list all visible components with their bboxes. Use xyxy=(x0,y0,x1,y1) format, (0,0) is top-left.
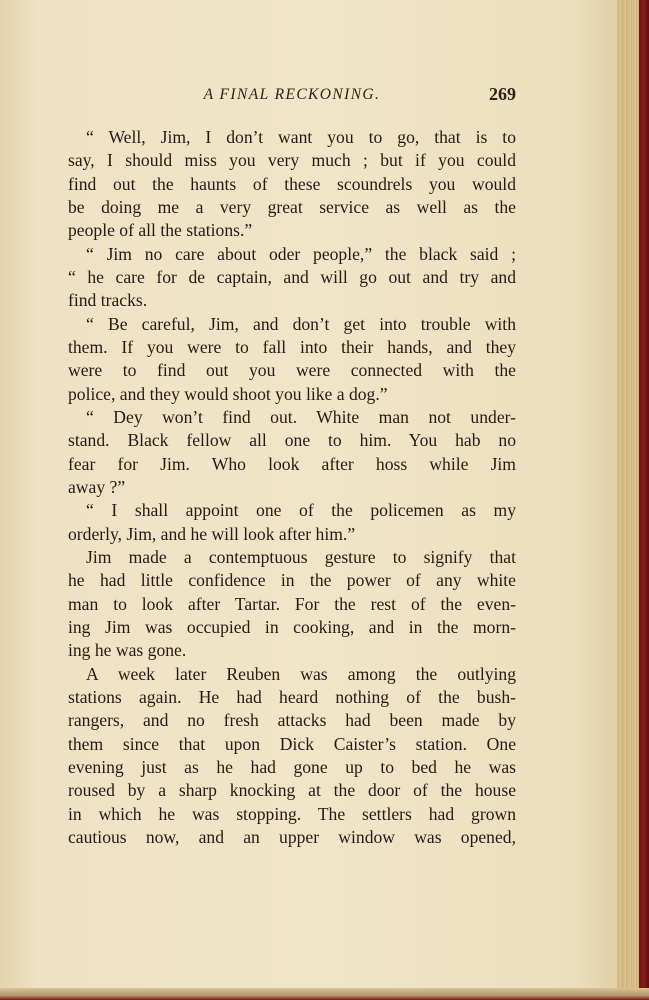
text-line: stations again. He had heard nothing of the bush- xyxy=(68,686,516,707)
text-line: them since that upon Dick Caister’s station. One xyxy=(68,733,516,754)
text-line: “ Jim no care about oder people,” the black said ; xyxy=(86,243,516,264)
text-line: cautious now, and an upper window was opened, xyxy=(68,826,516,847)
text-line: rangers, and no fresh attacks had been made by xyxy=(68,710,516,731)
text-line: Jim made a contemptuous gesture to signify that xyxy=(86,546,516,567)
text-line: “ I shall appoint one of the policemen as my xyxy=(86,500,516,521)
text-line: stand. Black fellow all one to him. You hab no xyxy=(68,430,516,451)
text-line: say, I should miss you very much ; but if you could xyxy=(68,150,516,171)
text-line: ing Jim was occupied in cooking, and in the morn- xyxy=(68,616,516,637)
text-line: “ Be careful, Jim, and don’t get into trouble with xyxy=(86,313,516,334)
running-title: A FINAL RECKONING. xyxy=(203,86,381,103)
text-line: find out the haunts of these scoundrels you would xyxy=(68,173,516,194)
page-bottom-edge xyxy=(0,988,649,1000)
text-line: be doing me a very great service as well as the xyxy=(68,196,516,217)
text-line: evening just as he had gone up to bed he was xyxy=(68,756,516,777)
text-line: “ Well, Jim, I don’t want you to go, that is to xyxy=(86,127,516,147)
text-line: A week later Reuben was among the outlying xyxy=(86,663,516,684)
text-line: “ Dey won’t find out. White man not under- xyxy=(86,406,516,427)
book-cover-edge xyxy=(639,0,649,1000)
text-line: roused by a sharp knocking at the door of the house xyxy=(68,780,516,801)
text-line: find tracks. xyxy=(68,290,148,311)
running-head xyxy=(68,84,516,112)
text-line: were to find out you were connected with the xyxy=(68,360,516,381)
page-number: 269 xyxy=(489,84,516,104)
body-text xyxy=(68,126,516,849)
text-line: away ?” xyxy=(68,476,126,497)
text-line: orderly, Jim, and he will look after him.” xyxy=(68,523,356,544)
text-line: people of all the stations.” xyxy=(68,220,253,241)
text-line: man to look after Tartar. For the rest of the even- xyxy=(68,593,516,614)
text-line: fear for Jim. Who look after hoss while Jim xyxy=(68,453,516,474)
text-line: them. If you were to fall into their hands, and they xyxy=(68,336,516,357)
text-line: police, and they would shoot you like a dog.” xyxy=(68,383,388,404)
text-line: in which he was stopping. The settlers had grown xyxy=(68,803,516,824)
text-line: ing he was gone. xyxy=(68,640,187,661)
text-line: “ he care for de captain, and will go out and try and xyxy=(68,266,516,287)
text-line: he had little confidence in the power of any white xyxy=(68,570,516,591)
